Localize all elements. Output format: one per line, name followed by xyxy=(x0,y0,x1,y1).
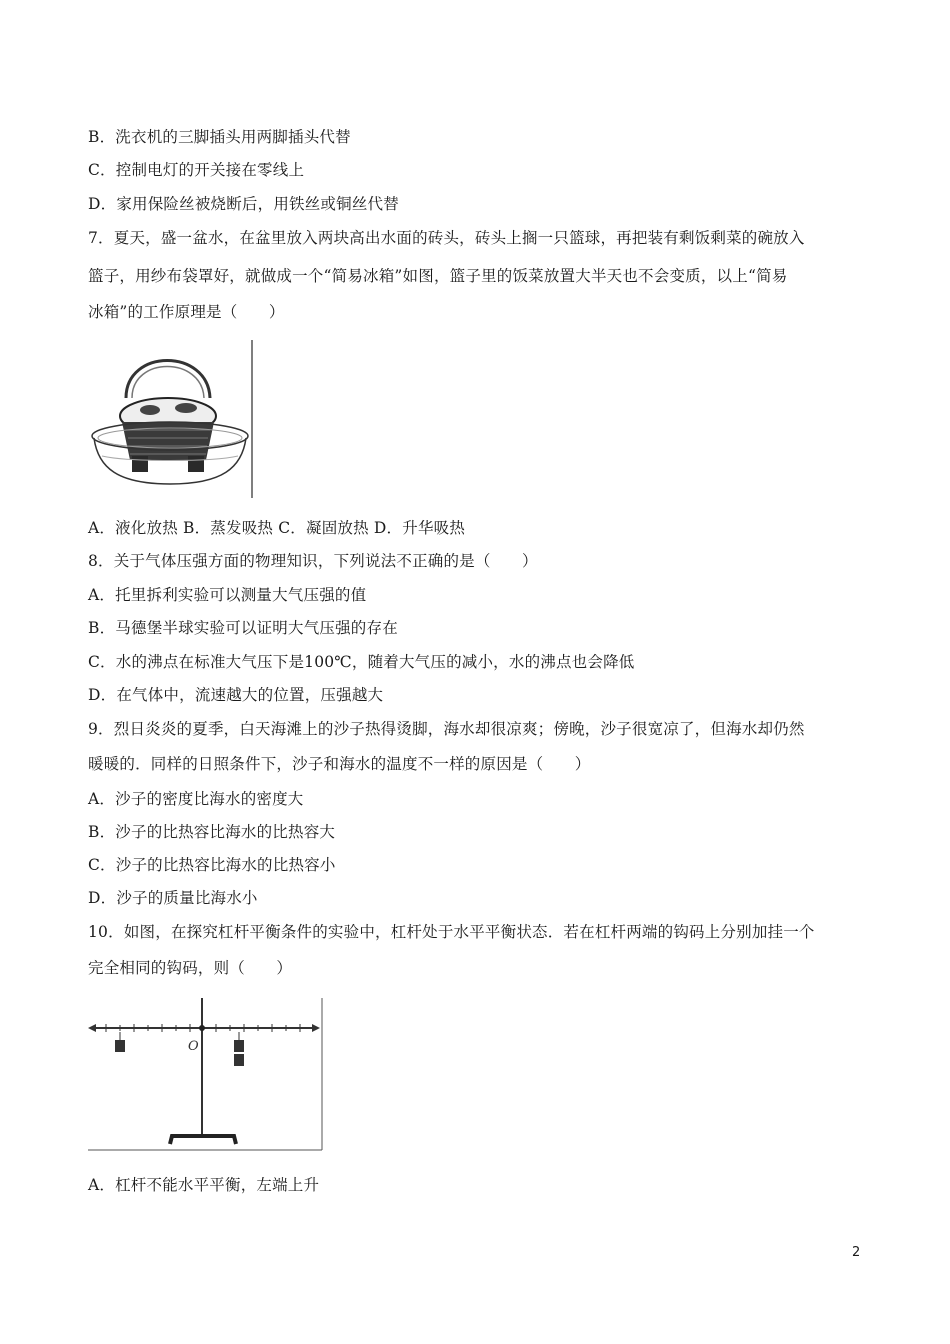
q10-stem-line-2: 完全相同的钩码，则（ ） xyxy=(88,959,293,977)
q7-stem-line-2: 篮子，用纱布袋罩好，就做成一个“简易冰箱”如图，篮子里的饭菜放置大半天也不会变质，以上“简易 xyxy=(88,267,788,285)
q9-option-a: A．沙子的密度比海水的密度大 xyxy=(88,790,304,808)
q9-option-d: D．沙子的质量比海水小 xyxy=(88,889,258,907)
q10-option-a: A．杠杆不能水平平衡，左端上升 xyxy=(88,1176,320,1194)
q8-option-d: D．在气体中，流速越大的位置，压强越大 xyxy=(88,686,384,704)
q9-option-b: B．沙子的比热容比海水的比热容大 xyxy=(88,823,336,841)
q7-options: A．液化放热 B．蒸发吸热 C．凝固放热 D．升华吸热 xyxy=(88,519,466,537)
q9-option-c: C．沙子的比热容比海水的比热容小 xyxy=(88,856,336,874)
q6-option-b: B．洗衣机的三脚插头用两脚插头代替 xyxy=(88,128,351,146)
page-number: 2 xyxy=(852,1245,861,1260)
q6-option-c: C．控制电灯的开关接在零线上 xyxy=(88,161,305,179)
lever-figure xyxy=(86,996,324,1152)
q8-stem: 8．关于气体压强方面的物理知识，下列说法不正确的是（ ） xyxy=(88,552,538,570)
q8-option-b: B．马德堡半球实验可以证明大气压强的存在 xyxy=(88,619,398,637)
q7-stem-line-3: 冰箱”的工作原理是（ ） xyxy=(88,303,285,321)
q8-option-a: A．托里拆利实验可以测量大气压强的值 xyxy=(88,586,367,604)
fulcrum-label: O xyxy=(188,1039,199,1054)
q7-stem-line-1: 7．夏天，盛一盆水，在盆里放入两块高出水面的砖头，砖头上搁一只篮球，再把装有剩饭剩菜的碗放入 xyxy=(88,229,805,247)
q8-option-c: C．水的沸点在标准大气压下是100℃，随着大气压的减小，水的沸点也会降低 xyxy=(88,653,635,671)
q9-stem-line-2: 暖暖的．同样的日照条件下，沙子和海水的温度不一样的原因是（ ） xyxy=(88,755,591,773)
q6-option-d: D．家用保险丝被烧断后，用铁丝或铜丝代替 xyxy=(88,195,399,213)
q9-stem-line-1: 9．烈日炎炎的夏季，白天海滩上的沙子热得烫脚，海水却很凉爽；傍晚，沙子很宽凉了，但海水却仍然 xyxy=(88,720,805,738)
ice-box-figure xyxy=(88,338,256,500)
q10-stem-line-1: 10．如图，在探究杠杆平衡条件的实验中，杠杆处于水平平衡状态．若在杠杆两端的钩码上分别加挂一个 xyxy=(88,923,815,941)
